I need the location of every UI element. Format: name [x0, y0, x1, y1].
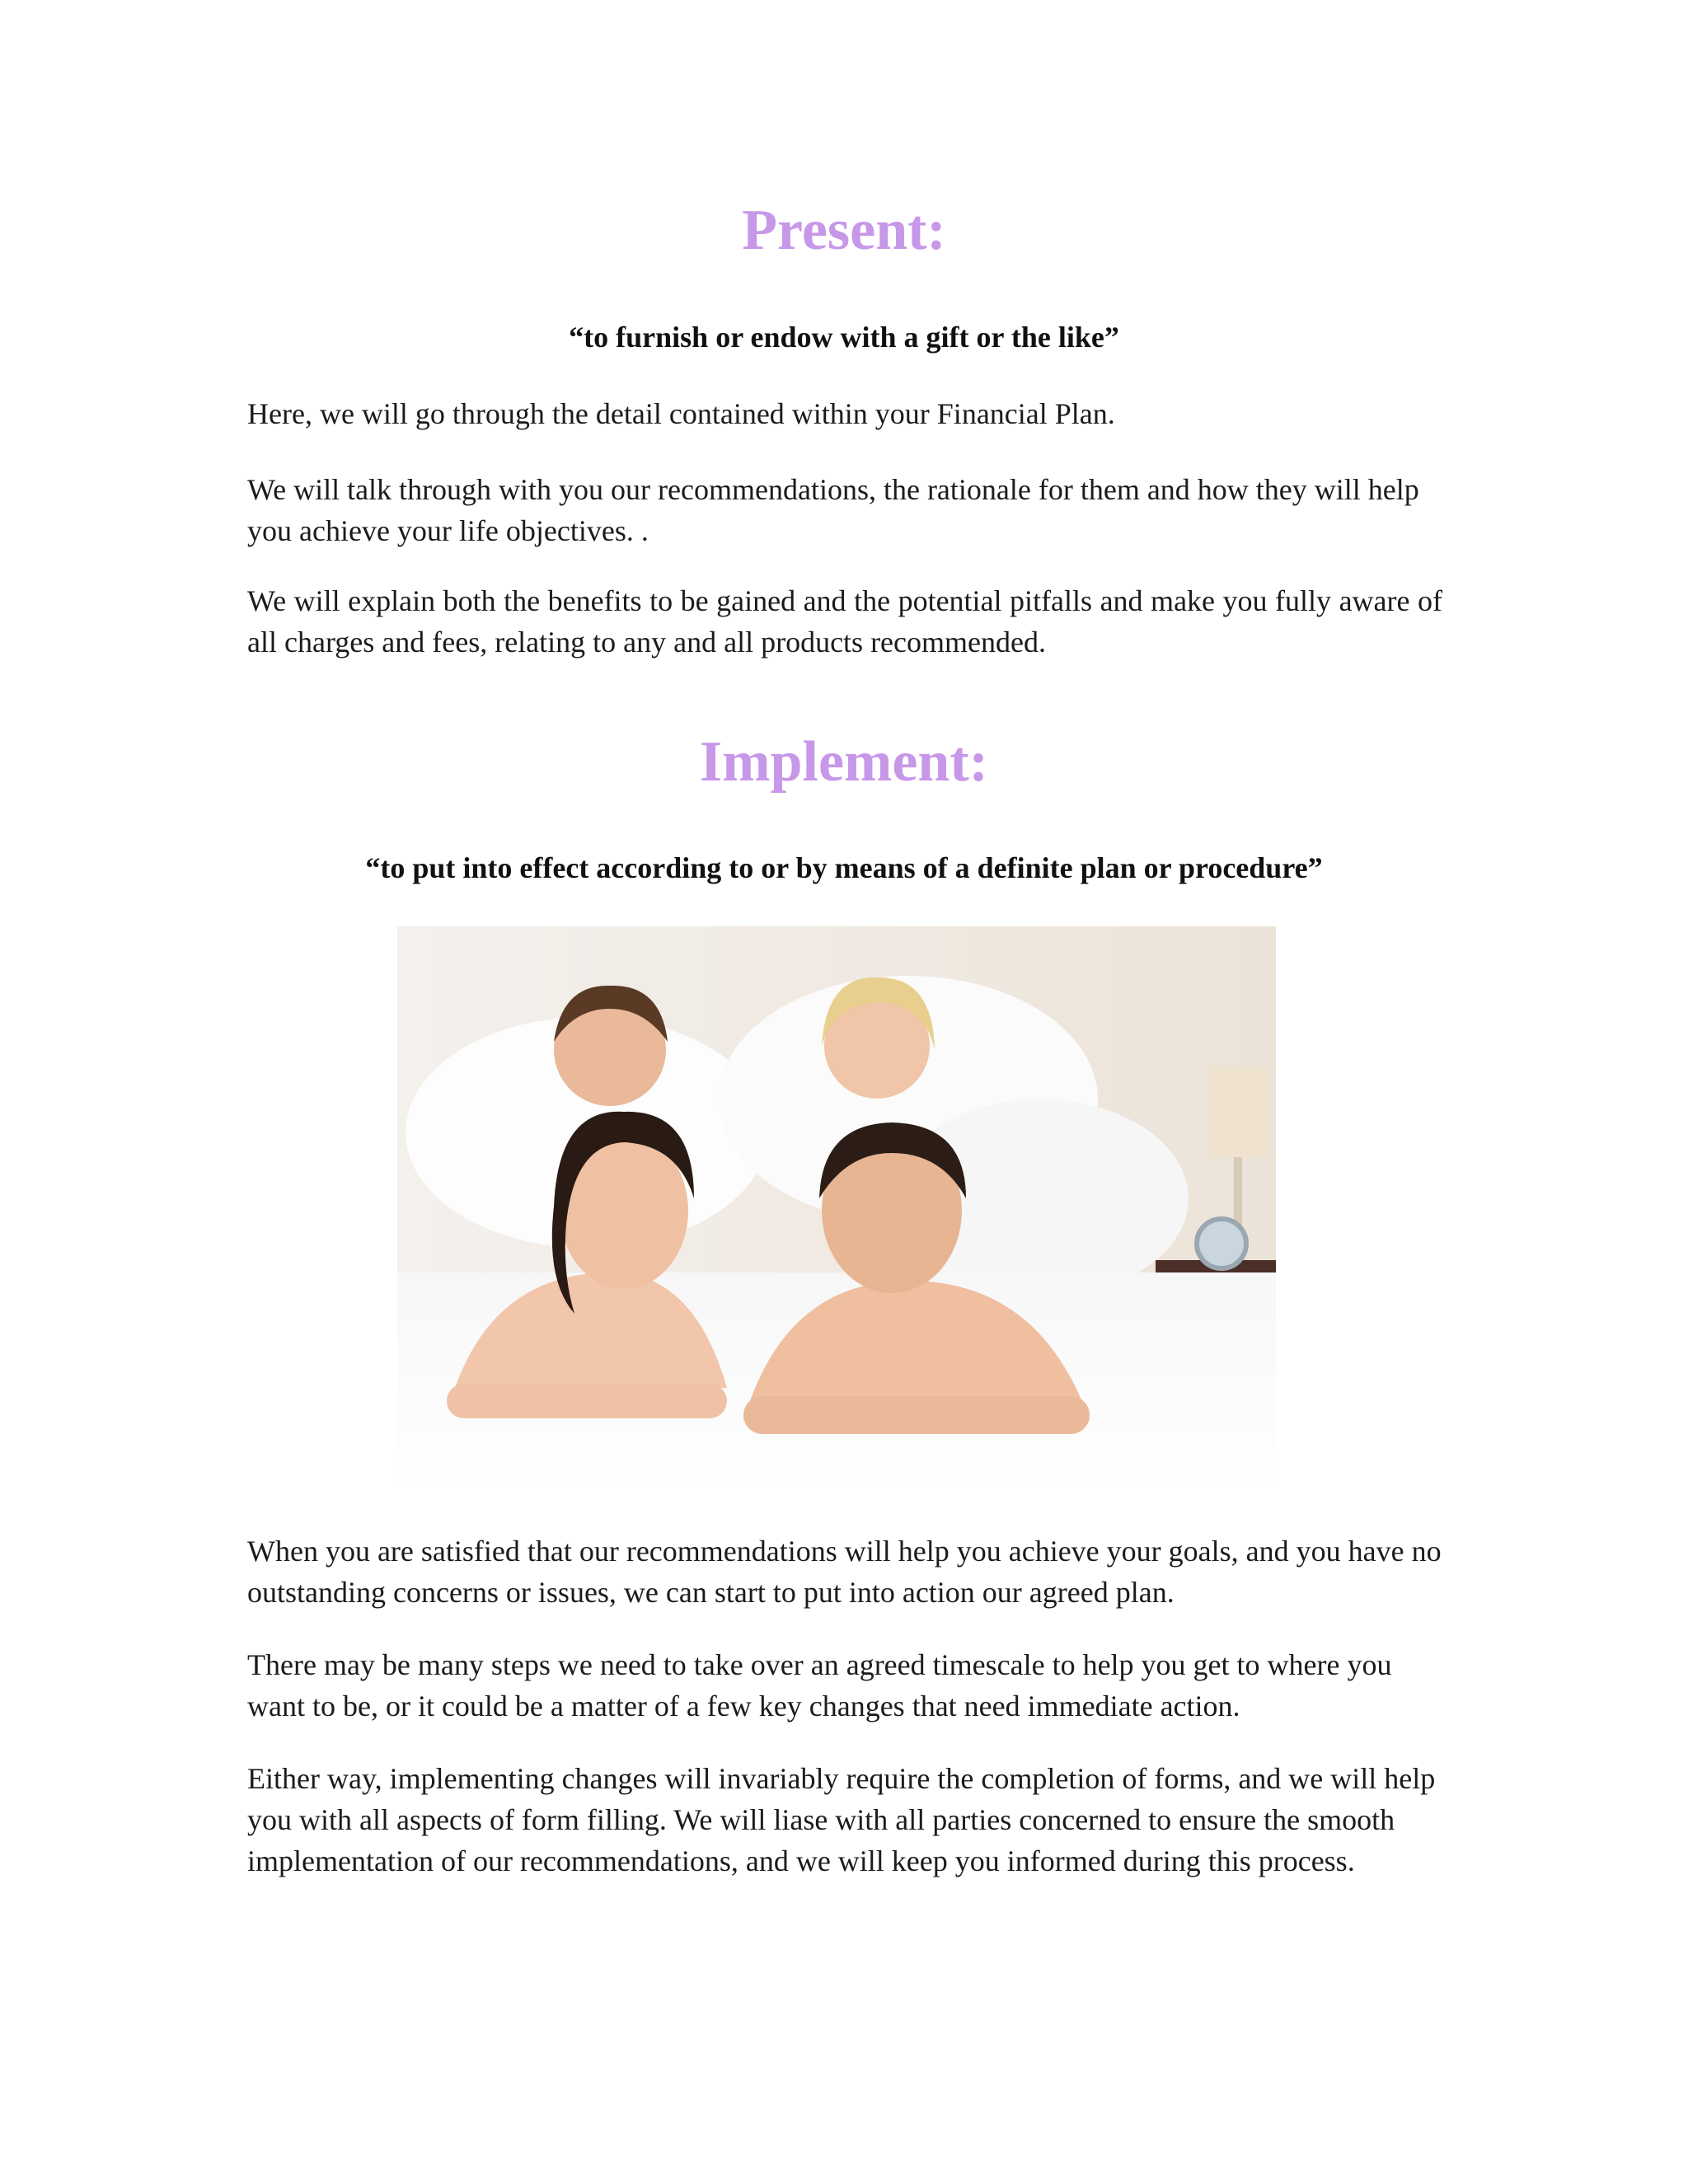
present-paragraph-3: We will explain both the benefits to be gained and the potential pitfalls and make you fully aware of all charges and fees, relating to any and all products recommended. [247, 584, 1442, 658]
present-paragraph-1: Here, we will go through the detail contained within your Financial Plan. [247, 397, 1115, 430]
implement-paragraph-3: Either way, implementing changes will invariably require the completion of forms, and we will help you with all aspects of form filling. We will liase with all parties concerned to ensure the smooth implementation of our recommendations, and we will keep you informed during this process. [247, 1762, 1436, 1877]
implement-paragraph-1: When you are satisfied that our recommendations will help you achieve your goals, and you have no outstanding concerns or issues, we can start to put into action our agreed plan. [247, 1535, 1442, 1609]
implement-definition: “to put into effect according to or by means of a definite plan or procedure” [365, 851, 1323, 884]
implement-paragraph-2: There may be many steps we need to take over an agreed timescale to help you get to where you want to be, or it could be a matter of a few key changes that need immediate action. [247, 1648, 1392, 1722]
present-paragraph-2: We will talk through with you our recommendations, the rationale for them and how they will help you achieve your life objectives. . [247, 473, 1419, 547]
implement-heading: Implement: [700, 730, 988, 794]
present-definition: “to furnish or endow with a gift or the like” [569, 321, 1119, 354]
present-heading: Present: [742, 199, 946, 262]
family-photo [397, 926, 1276, 1493]
